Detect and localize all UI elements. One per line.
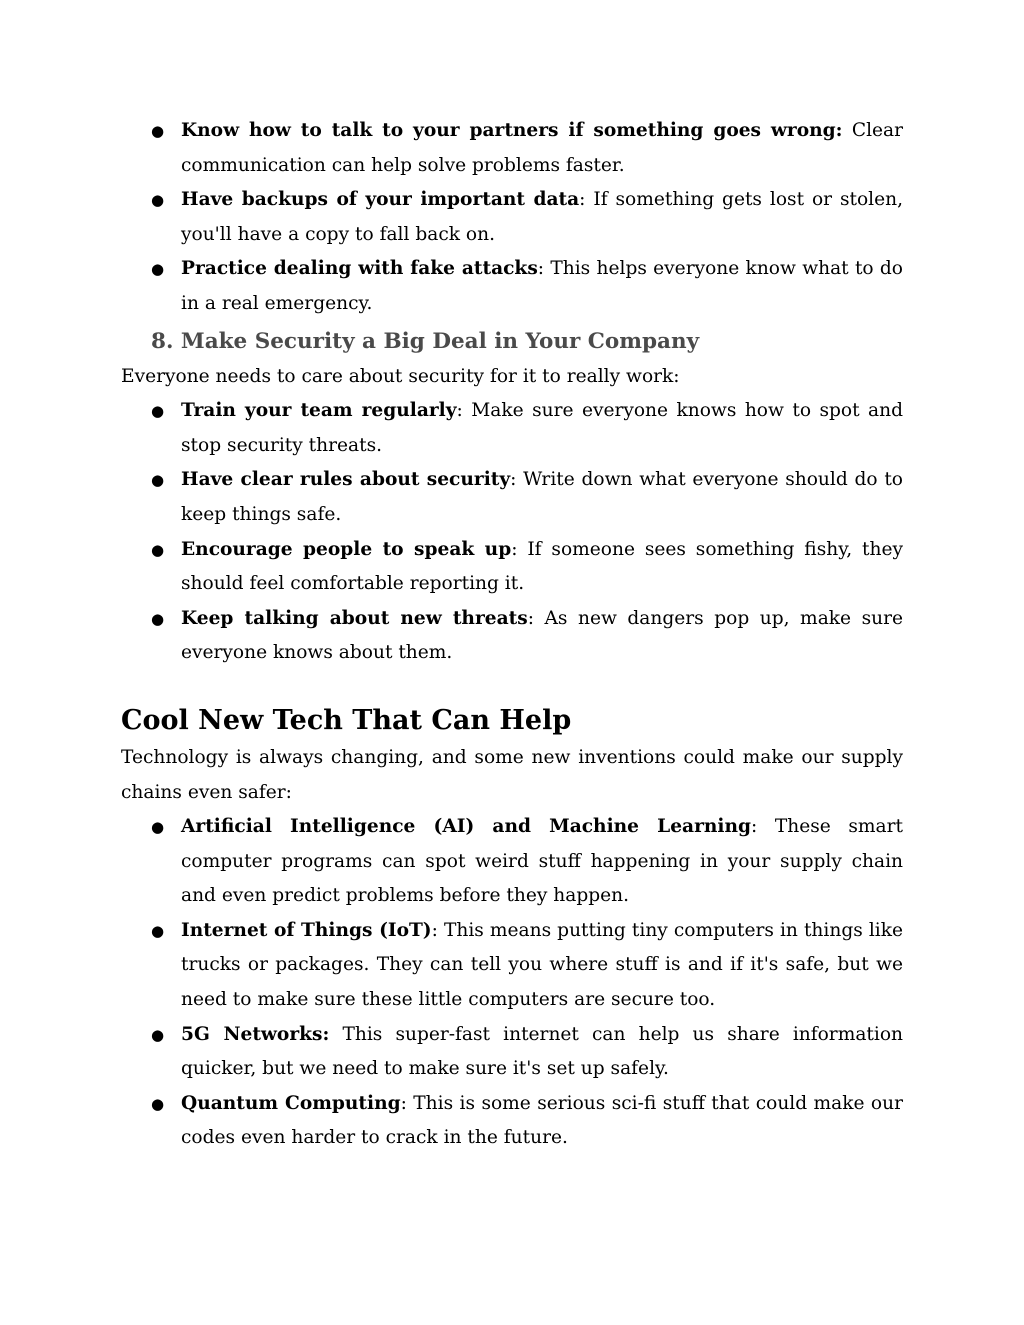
list-item-title: Practice dealing with fake attacks <box>181 258 538 280</box>
list-item-text: : If something gets lost or stolen, you'll have a copy to fall back on. <box>181 189 903 245</box>
bullet-icon: ● <box>151 260 165 279</box>
incident-response-list <box>121 114 903 322</box>
list-item-title: Quantum Computing <box>181 1092 401 1114</box>
bullet-icon: ● <box>151 609 165 628</box>
list-item-title: Encourage people to speak up <box>181 538 512 560</box>
list-item <box>151 914 903 1018</box>
list-item-text: : This is some serious sci-fi stuff that could make our codes even harder to crack in the future. <box>181 1092 903 1149</box>
list-item-text: This super-fast internet can help us share information quicker, but we need to make sure it's set up safely. <box>181 1023 904 1080</box>
list-item-title: 5G Networks: <box>181 1023 330 1045</box>
list-item-text: : Write down what everyone should do to keep things safe. <box>181 469 903 525</box>
list-item-text: : These smart computer programs can spot weird stuff happening in your supply chain and even predict problems before they happen. <box>181 816 903 907</box>
list-item <box>151 394 903 463</box>
list-item <box>151 252 903 321</box>
list-item-text: : This helps everyone know what to do in a real emergency. <box>181 258 903 314</box>
list-item <box>151 1018 904 1087</box>
bullet-icon: ● <box>151 921 165 940</box>
list-item <box>151 602 903 671</box>
list-item <box>151 183 903 252</box>
section-intro: Everyone needs to care about security for it to really work: <box>121 365 680 387</box>
list-item-text: Clear communication can help solve problems faster. <box>181 120 903 176</box>
list-item-title: Artificial Intelligence (AI) and Machine Learning <box>181 816 751 838</box>
bullet-icon: ● <box>151 1025 165 1044</box>
list-item-title: Train your team regularly <box>181 400 457 422</box>
new-tech-list <box>121 810 903 1156</box>
list-item-text: : Make sure everyone knows how to spot and stop security threats. <box>181 400 903 456</box>
list-item-title: Have clear rules about security <box>181 469 511 491</box>
list-item-title: Know how to talk to your partners if something goes wrong: <box>181 120 843 141</box>
list-item-text: : This means putting tiny computers in things like trucks or packages. They can tell you where stuff is and if it's safe, but we need to make sure these little computers are secure too. <box>181 919 903 1011</box>
list-item <box>151 533 903 602</box>
document-page <box>121 114 903 1156</box>
list-item-title: Keep talking about new threats <box>181 607 528 629</box>
bullet-icon: ● <box>151 191 165 210</box>
page-heading: Cool New Tech That Can Help <box>121 704 572 736</box>
bullet-icon: ● <box>151 818 165 837</box>
bullet-icon: ● <box>151 122 165 140</box>
list-item <box>151 114 903 183</box>
list-item <box>151 810 903 914</box>
list-item <box>151 1087 903 1156</box>
list-item-title: Have backups of your important data <box>181 189 580 211</box>
list-item <box>151 463 903 532</box>
list-item-text: : As new dangers pop up, make sure everyone knows about them. <box>181 607 903 664</box>
bullet-icon: ● <box>151 471 165 490</box>
bullet-icon: ● <box>151 1094 165 1113</box>
section-heading: 8. Make Security a Big Deal in Your Company <box>151 328 700 354</box>
section-intro: Technology is always changing, and some new inventions could make our supply chains even safer: <box>121 746 903 803</box>
list-item-title: Internet of Things (IoT) <box>181 919 432 941</box>
list-item-text: : If someone sees something fishy, they should feel comfortable reporting it. <box>181 538 903 595</box>
bullet-icon: ● <box>151 540 165 559</box>
bullet-icon: ● <box>151 402 165 421</box>
security-culture-list <box>121 394 903 671</box>
